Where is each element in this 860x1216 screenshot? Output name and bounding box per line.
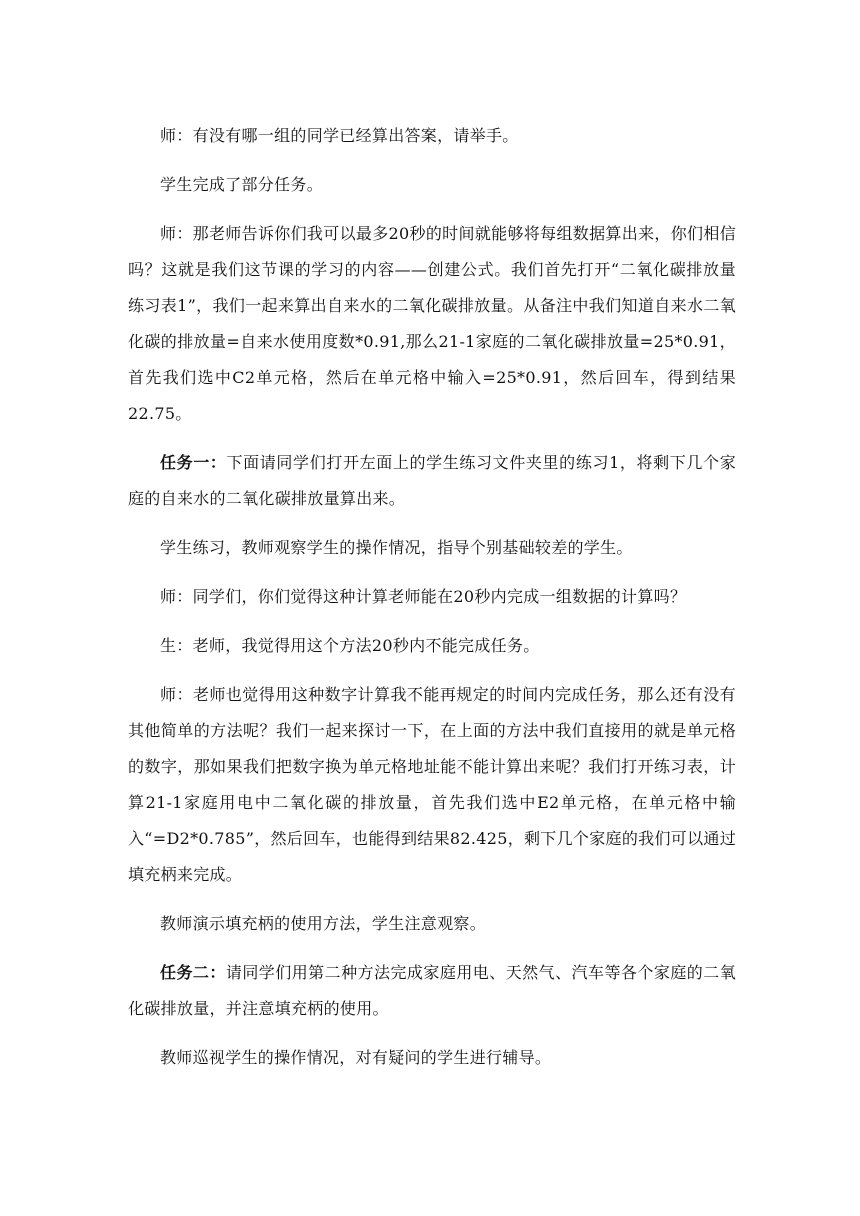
paragraph-text: 下面请同学们打开左面上的学生练习文件夹里的练习1，将剩下几个家庭的自来水的二氧化碳排放量算出来。 <box>128 453 736 508</box>
paragraph-text: 师：有没有哪一组的同学已经算出答案，请举手。 <box>160 126 519 145</box>
paragraph-student-answer <box>128 628 736 664</box>
document-body <box>128 118 736 1089</box>
paragraph-teacher-patrol <box>128 1040 736 1076</box>
task-one-label: 任务一： <box>160 453 227 472</box>
paragraph-teacher-cell-address <box>128 677 736 893</box>
paragraph-text: 教师巡视学生的操作情况，对有疑问的学生进行辅导。 <box>160 1048 552 1067</box>
paragraph-teacher-formula-intro <box>128 216 736 432</box>
paragraph-text: 教师演示填充柄的使用方法，学生注意观察。 <box>160 914 487 933</box>
paragraph-text: 请同学们用第二种方法完成家庭用电、天然气、汽车等各个家庭的二氧化碳排放量，并注意填充柄的使用。 <box>128 963 736 1018</box>
paragraph-student-progress <box>128 167 736 203</box>
paragraph-student-practice <box>128 530 736 566</box>
task-two-label: 任务二： <box>160 963 226 982</box>
paragraph-text: 师：那老师告诉你们我可以最多20秒的时间就能够将每组数据算出来，你们相信吗？这就是我们这节课的学习的内容——创建公式。我们首先打开“二氧化碳排放量练习表1”，我们一起来算出自来水的二氧化碳排放量。从备注中我们知道自来水二氧化碳的排放量=自来水使用度数*0.91,那么21-1家庭的二氧化碳排放量=25*0.91，首先我们选中C2单元格，然后在单元格中输入=25*0.91，然后回车，得到结果22.75。 <box>128 224 736 423</box>
paragraph-teacher-question <box>128 118 736 154</box>
paragraph-text: 学生完成了部分任务。 <box>160 175 324 194</box>
paragraph-task-one <box>128 445 736 517</box>
paragraph-fill-handle-demo <box>128 906 736 942</box>
paragraph-text: 生：老师，我觉得用这个方法20秒内不能完成任务。 <box>160 636 540 655</box>
paragraph-text: 师：老师也觉得用这种数字计算我不能再规定的时间内完成任务，那么还有没有其他简单的方法呢？我们一起来探讨一下，在上面的方法中我们直接用的就是单元格的数字，那如果我们把数字换为单元格地址能不能计算出来呢？我们打开练习表，计算21-1家庭用电中二氧化碳的排放量，首先我们选中E2单元格，在单元格中输入“=D2*0.785”，然后回车，也能得到结果82.425，剩下几个家庭的我们可以通过填充柄来完成。 <box>128 685 736 884</box>
paragraph-text: 学生练习，教师观察学生的操作情况，指导个别基础较差的学生。 <box>160 538 633 557</box>
paragraph-text: 师：同学们，你们觉得这种计算老师能在20秒内完成一组数据的计算吗？ <box>160 587 687 606</box>
paragraph-task-two <box>128 955 736 1027</box>
paragraph-teacher-question-20s <box>128 579 736 615</box>
